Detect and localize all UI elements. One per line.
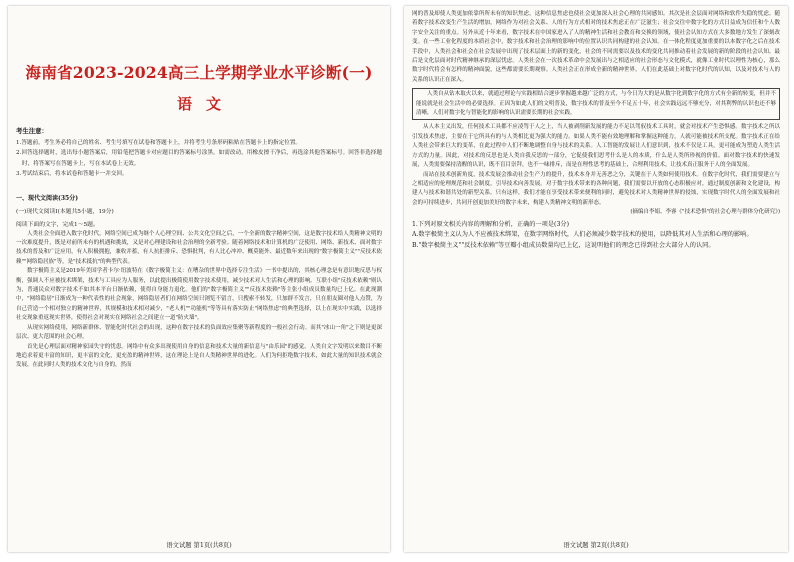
subject-title: 语文 — [176, 95, 235, 113]
notice-item: 1.答题前，考生务必将自己的姓名、考生号填写在试卷和答题卡上，并将考生号条形码粘贴在答题卡上的指定位置。 — [16, 140, 302, 146]
passage-paragraph: 从现实网络使用，网络新群体、智能化时代社会的出现，这种在数字技术的负面效应集聚等新程度的一般社会行动。而其"冰山一角"之下则是更深层次、更大范围的社会心理。 — [16, 324, 382, 341]
exam-page-left — [8, 6, 390, 552]
reading-instruction: 阅读下面的文字，完成1～5题。 — [16, 221, 99, 228]
exam-page-right — [404, 6, 788, 552]
question-stem: 1.下列对原文相关内容的理解和分析，正确的一项是(3分) — [412, 220, 569, 228]
passage-paragraph: 首先是心理层面对精神家园失守的忧患。网络中有众多出现使用自身的信息和技术大量的新信息与"由乐园"的感觉。人类自文字发明以来数目不断地追求着更丰富的知识，更丰富的文化，更充盈的精神世界，这在理论上是自人类精神世界的进化。人们为何拒绝数字技术，如此大量的知识技术就会发展，在此同时人类的技术文化与自身的，然而 — [16, 343, 382, 369]
notice-item: 3.考试结束后，将本试卷和答题卡一并交回。 — [16, 171, 128, 178]
passage-paragraph: 人类社会全面进入数字化时代，网络空间已成为继个人心理空间、公共文化空间之后，一个全新的数字精神空间，这是数字技术给人类精神文明的一次难度提升，既是对前所未有的机遇和挑战，又是对心理建设和社会治理的全新考验。随着网络技术和计算机的广泛使用、网络、新技术、面对数字技术的普及和广泛应用，有人积极拥抱，兼收并蓄，有人抗拒排斥、恐惧批判，有人比心冲冲、概莫能外、最近数年来出现的"数字极简主义""反技术依赖""网络隐居族"等，是"技术抵抗"的典型代表。 — [16, 230, 382, 265]
section-title: 一、现代文阅读(35分) — [16, 194, 79, 202]
passage-paragraph: 网的普及却使人类更加依靠所所未有的知识焦虑，这种信息焦虑也使社会更加深入社会心理的共同感知。其次是社会层面对网络和软件失稳的忧虑。随着数字技术改变生产生活的增加，网络作为对社会关系、人的行为方式相对的技术焦虑正在广泛滋生；社会交往中数字化的方式日益成为信任和个人数字安全关注的重点。另外从近十年来看，数字技术在中国家进入了人的精神生活和社会教育和交换的领域，使社会认知方式在大多数地方发生了深刻改变。在一些工业化程度的本质社会中，数字技术和社会治理的影响中的位置认识共同构建的社会认知。在一体化程度更加重要的以本数字化之后在技术手段中，人类社会和社会在社会发展中出现了技术层面上的新的变化，社会的不同需要以及技术的变化共同推动着社会发展的新的阶段的社会认知。最后是文化层面对时代精神继承的深层忧虑。人类社会在一次技术革命中会发展出与之相适应的社会形态与文化模式，就像工业时代以理性为核心，那么数字时代将会有怎样的精神面貌，这些都需要长期观察。人类社会正在形成全新的精神世界，人们在此基础上对数字化时代的认知，以及对技术与人的关系的认识正在深入。 — [412, 11, 780, 83]
question-option: B."数字极简主义""反技术依赖"等豆瓣小组成员数量均已上亿，这说明他们的理念已得到社会大部分人的认同。 — [412, 241, 715, 249]
sub-section-title: (一)现代文阅读Ⅰ(本题共5小题，19分) — [16, 208, 114, 215]
page-footer: 语文试题 第2页(共8页) — [563, 542, 629, 549]
page-right-content — [412, 10, 780, 552]
passage-paragraph: 而站在技术创新角度，技术发展会推动社会生产力的提升，技术本身并无善恶之分，关键在于人类如何使用技术。在数字化时代，我们需要建立与之相适应的伦理规范和社会制度，引导技术向善发展。对于数字技术带来的各种问题，我们需要以开放的心态积极应对，通过制度创新和文化建设，构建人与技术和谐共处的新型关系。只有这样，我们才能在享受技术带来便利的同时，避免技术对人类精神世界的侵蚀，实现数字时代人的全面发展和社会的可持续进步，共同开创更加美好的数字未来，构建人类精神文明的新形态。 — [412, 171, 780, 206]
notice-list — [16, 138, 382, 180]
exam-title: 海南省2023-2024高三上学期学业水平诊断(一) — [25, 63, 373, 82]
question-option: A.数字极简主义认为人不应被技术绑架，在数字网络时代，人们必须减少数字技术的使用，以降低其对人生活和心理的影响。 — [412, 231, 753, 239]
page-footer: 语文试题 第1页(共8页) — [166, 542, 232, 549]
passage-paragraph: 从人本主义出发，任何技术工具都不应凌驾于人之上，当人被剥削新发展的能力不足以驾驭技术工具时，就会对技术产生恐惧感。数字技术之所以引发技术焦虑，主要在于它所具有的与人类相比更为强大的能力。如果人类不能有效地理解和掌握这种能力，人就可能被技术所支配。数字技术正在给人类社会带来巨大的变革，在此过程中人们不断地调整自身与技术的关系。人工智能的发展让人们意识到，技术不仅是工具，更可能成为塑造人类生活方式的力量。因此，对技术的反思也是人类自我反思的一部分，它促使我们思考什么是人的本质，什么是人类所珍视的价值。面对数字技术的快速发展，人类需要保持清醒的认识，既不盲目崇拜，也不一味排斥，而是在理性思考的基础上，合理利用技术，让技术真正服务于人的全面发展。 — [412, 124, 780, 169]
notice-heading: 考生注意： — [16, 127, 48, 135]
boxed-paragraph: 人类自从钻木取火以来，就通过理论与实践相结合逐步掌握越来越广泛的方式，与今日为大的是从数字化到数字化的方式有全新的转变，但并不能说就是社会生活中的必要选择。正因为如此人们的文明普及，数字技术的普及至今不足五十年，社会实践远远不够充分，对其利弊的认识也还不够清晰，人们对数字化与智能化的影响的认识需要长期的社会实践。 — [412, 88, 780, 120]
notice-item: 2.回答选择题时，选出每小题答案后，用铅笔把答题卡对应题目的答案标号涂黑。如需改动，用橡皮擦干净后，再选涂其他答案标号。回答非选择题时，将答案写在答题卡上，写在本试卷上无效。 — [16, 150, 382, 167]
page-left-content — [16, 6, 382, 552]
passage-paragraph: 数字极简主义是2019年美国学者卡尔·纽波特在《数字极简主义：在嘈杂的世界中选择专注生活》一书中提出的，其核心理念是有意识地反思与权衡，强调人不应被技术绑架，技术与工具应为人服务，以此提出极简使用数字技术使用，减少技术对人生活和心理的影响。互联小组"反技术依赖"则认为，普通民众对数字技术不如其本平台日渐依赖，使得自身能力退化。他们的"数字极简主义""反技术依赖"等主张小组成员数量均已上亿。在此现潮中，"网络隐居"日渐成为一种代表性的社会现象，网络隐居者们在网络空间只浏览不留言，只搜索不转发，只加群不发言，只在朋友圈对他人点赞，为自己营造一个相对独立的精神世界，其规模和技术相对减少，"老人机""功能机"等等具有落实防止"网络焦虑"的典型选择，以上在现实中实践，以选择社交现象重返现实世界，使得社会对现实在网络社会之间建立一道"防火墙"。 — [16, 268, 382, 322]
passage-source: (摘编自李娟、李睿《"技术恐惧"的社会心理与群体分化研究》) — [630, 209, 780, 216]
